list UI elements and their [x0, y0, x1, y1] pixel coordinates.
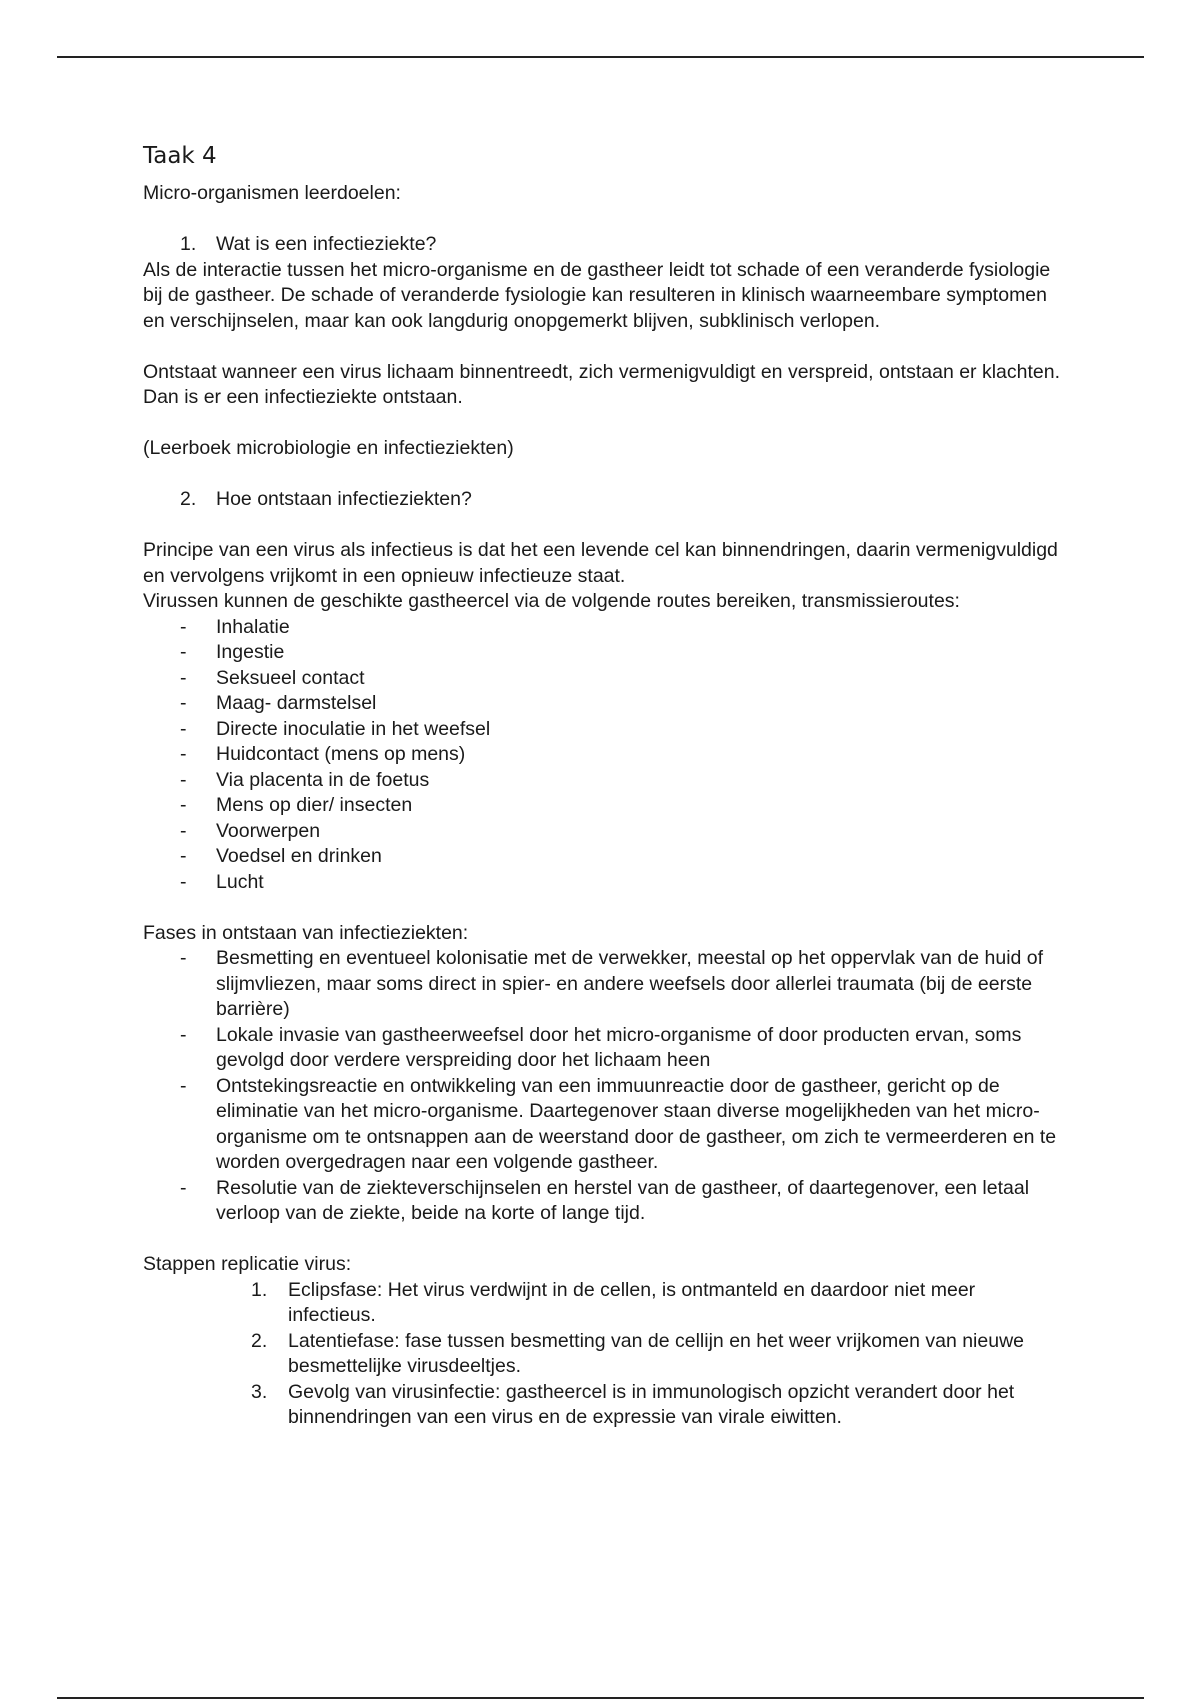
- spacer: [143, 334, 1063, 360]
- list-item: [143, 615, 1063, 641]
- list-item-text: Lokale invasie van gastheerweefsel door het micro-organisme of door producten ervan, soms gevolgd door verdere verspreiding door het lichaam heen: [216, 1023, 1022, 1071]
- list-dash: -: [180, 947, 187, 969]
- list-dash: -: [180, 1176, 187, 1199]
- top-rule: [57, 56, 1144, 58]
- subtitle: Micro-organismen leerdoelen:: [143, 182, 401, 204]
- list-item: [143, 666, 1063, 692]
- list-dash: -: [180, 615, 187, 638]
- list-dash: -: [180, 641, 187, 663]
- steps-list: [143, 1278, 1063, 1431]
- bottom-rule: [57, 1697, 1144, 1699]
- step-text: Eclipsfase: Het virus verdwijnt in de cellen, is ontmanteld en daardoor niet meer infectieus.: [288, 1278, 976, 1326]
- steps-heading: Stappen replicatie virus:: [143, 1253, 352, 1275]
- question-2: [143, 487, 1063, 513]
- question-1-text: Wat is een infectieziekte?: [216, 233, 437, 255]
- step-number: 1.: [251, 1278, 268, 1301]
- list-item: [143, 640, 1063, 666]
- list-item-text: Ontstekingsreactie en ontwikkeling van een immuunreactie door de gastheer, gericht op de eliminatie van het micro-organisme. Daartegenover staan diverse mogelijkheden van het micro-organisme om te ontsnappen aan de weerstand door de gastheer, om zich te vermeerderen en te worden overgedragen naar een volgende gastheer.: [216, 1074, 1057, 1173]
- list-item: [143, 793, 1063, 819]
- paragraph-principle: Principe van een virus als infectieus is dat het een levende cel kan binnendringen, daarin vermenigvuldigd en vervolgens vrijkomt in een opnieuw infectieuze staat.: [143, 539, 1058, 587]
- paragraph-routes-intro: Virussen kunnen de geschikte gastheercel via de volgende routes bereiken, transmissieroutes:: [143, 590, 960, 612]
- paragraph-source: (Leerboek microbiologie en infectieziekten): [143, 437, 514, 459]
- step-number: 2.: [251, 1329, 268, 1352]
- list-item: [143, 1329, 1063, 1380]
- list-item-text: Inhalatie: [216, 615, 290, 638]
- spacer: [143, 411, 1063, 437]
- list-item: [143, 819, 1063, 845]
- list-item-text: Besmetting en eventueel kolonisatie met de verwekker, meestal op het oppervlak van de huid of slijmvliezen, maar soms direct in spier- en andere weefsels door allerlei traumata (bij de eerste barrière): [216, 947, 1044, 1020]
- list-item-text: Via placenta in de foetus: [216, 768, 430, 791]
- list-dash: -: [180, 743, 187, 765]
- list-dash: -: [180, 794, 187, 816]
- phases-heading: Fases in ontstaan van infectieziekten:: [143, 921, 469, 944]
- question-2-number: 2.: [180, 488, 197, 510]
- paragraph-definition: Als de interactie tussen het micro-organisme en de gastheer leidt tot schade of een veranderde fysiologie bij de gastheer. De schade of veranderde fysiologie kan resulteren in klinisch waarneembare symptomen en verschijnselen, maar kan ook langdurig onopgemerkt blijven, subklinisch verlopen.: [143, 258, 1051, 332]
- list-item: [143, 1380, 1063, 1431]
- list-item: [143, 1176, 1063, 1227]
- list-item: [143, 1278, 1063, 1329]
- routes-list: [143, 615, 1063, 896]
- list-item: [143, 717, 1063, 743]
- paragraph-onset: Ontstaat wanneer een virus lichaam binnentreedt, zich vermenigvuldigt en verspreid, ontstaan er klachten. Dan is er een infectieziekte ontstaan.: [143, 360, 1061, 408]
- list-dash: -: [180, 717, 187, 740]
- page-title: Taak 4: [143, 143, 217, 169]
- list-item-text: Voedsel en drinken: [216, 845, 382, 867]
- spacer: [143, 1227, 1063, 1253]
- list-dash: -: [180, 666, 187, 689]
- list-item-text: Directe inoculatie in het weefsel: [216, 717, 491, 740]
- list-item-text: Voorwerpen: [216, 819, 321, 842]
- step-text: Gevolg van virusinfectie: gastheercel is in immunologisch opzicht verandert door het binnendringen van een virus en de expressie van virale eiwitten.: [288, 1380, 1015, 1428]
- list-item-text: Huidcontact (mens op mens): [216, 743, 466, 765]
- list-item-text: Maag- darmstelsel: [216, 692, 377, 714]
- spacer: [143, 207, 1063, 233]
- question-2-text: Hoe ontstaan infectieziekten?: [216, 488, 472, 510]
- list-dash: -: [180, 1023, 187, 1046]
- list-item: [143, 870, 1063, 896]
- list-dash: -: [180, 1074, 187, 1097]
- question-1: [143, 232, 1063, 258]
- list-item: [143, 844, 1063, 870]
- list-dash: -: [180, 692, 187, 714]
- phases-list: [143, 946, 1063, 1227]
- list-item-text: Lucht: [216, 870, 264, 893]
- step-number: 3.: [251, 1380, 268, 1403]
- question-1-number: 1.: [180, 233, 197, 255]
- spacer: [143, 895, 1063, 921]
- step-text: Latentiefase: fase tussen besmetting van de cellijn en het weer vrijkomen van nieuwe besmettelijke virusdeeltjes.: [288, 1329, 1025, 1377]
- list-dash: -: [180, 870, 187, 893]
- spacer: [143, 513, 1063, 539]
- list-dash: -: [180, 819, 187, 842]
- spacer: [143, 462, 1063, 488]
- list-item: [143, 691, 1063, 717]
- list-item-text: Resolutie van de ziekteverschijnselen en herstel van de gastheer, of daartegenover, een letaal verloop van de ziekte, beide na korte of lange tijd.: [216, 1176, 1030, 1224]
- list-item-text: Seksueel contact: [216, 666, 365, 689]
- list-item-text: Ingestie: [216, 641, 285, 663]
- list-item: [143, 1074, 1063, 1176]
- list-item: [143, 768, 1063, 794]
- list-dash: -: [180, 845, 187, 867]
- document-page: [143, 140, 1063, 1431]
- list-item: [143, 946, 1063, 1023]
- list-item: [143, 742, 1063, 768]
- list-item: [143, 1023, 1063, 1074]
- list-item-text: Mens op dier/ insecten: [216, 794, 413, 816]
- list-dash: -: [180, 768, 187, 791]
